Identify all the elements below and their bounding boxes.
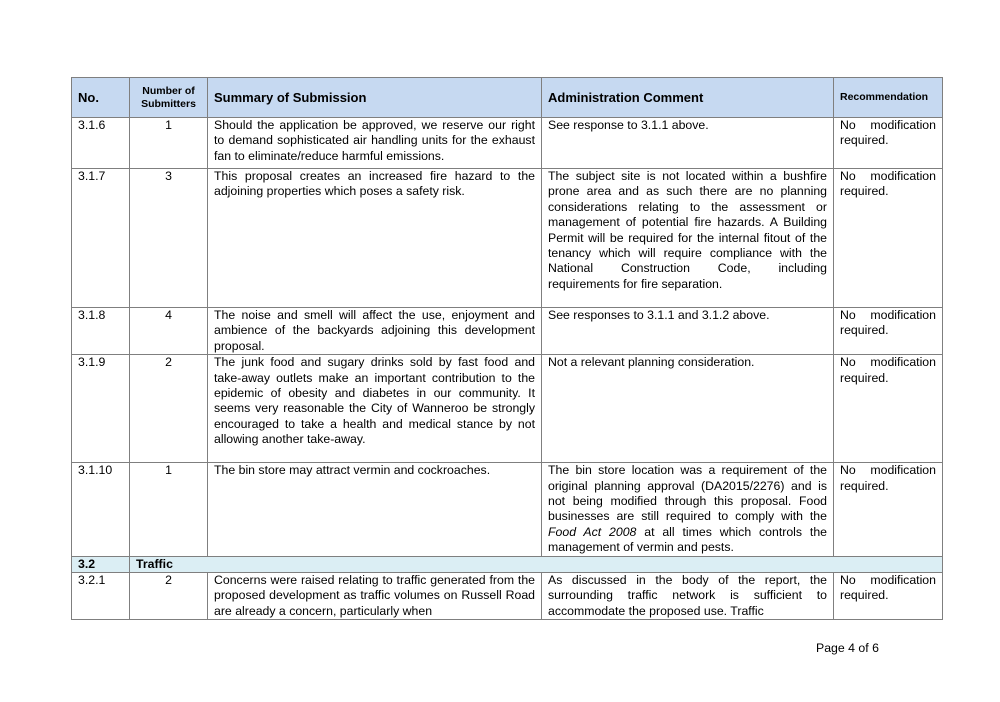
- row-summary: Should the application be approved, we reserve our right to demand sophisticated air handling units for the exhaust fan to eliminate/reduce harmful emissions.: [208, 118, 542, 169]
- row-count: 3: [130, 169, 208, 308]
- row-comment: [542, 463, 834, 556]
- row-no: 3.1.8: [72, 308, 130, 355]
- row-no: 3.1.9: [72, 355, 130, 463]
- row-summary: The junk food and sugary drinks sold by fast food and take-away outlets make an important contribution to the epidemic of obesity and diabetes in our community. It seems very reasonable the City of Wanneroo be strongly encouraged to take a health and medical stance by not allowing another take-away.: [208, 355, 542, 463]
- row-comment: As discussed in the body of the report, the surrounding traffic network is sufficient to accommodate the proposed use. Traffic: [542, 573, 834, 620]
- row-count: 2: [130, 573, 208, 620]
- comment-text: at all times which controls the management of vermin and pests.: [548, 524, 827, 555]
- row-count: 4: [130, 308, 208, 355]
- header-submitters: Number of Submitters: [130, 78, 208, 118]
- header-summary: Summary of Submission: [208, 78, 542, 118]
- table-row: [72, 355, 943, 463]
- page-number: Page 4 of 6: [816, 641, 879, 655]
- comment-text: The bin store location was a requirement of the original planning approval (DA2015/2276) and is not being modified through this proposal. Food businesses are still required to comply with the: [548, 463, 827, 524]
- row-summary: The bin store may attract vermin and cockroaches.: [208, 463, 542, 556]
- section-row: [72, 556, 943, 572]
- row-recommendation: No modification required.: [834, 355, 943, 463]
- row-no: 3.1.10: [72, 463, 130, 556]
- header-recommendation: Recommendation: [834, 78, 943, 118]
- table-row: [72, 169, 943, 308]
- header-comment: Administration Comment: [542, 78, 834, 118]
- row-comment: Not a relevant planning consideration.: [542, 355, 834, 463]
- row-recommendation: No modification required.: [834, 118, 943, 169]
- row-comment: See responses to 3.1.1 and 3.1.2 above.: [542, 308, 834, 355]
- row-recommendation: No modification required.: [834, 308, 943, 355]
- row-recommendation: No modification required.: [834, 463, 943, 556]
- row-comment: See response to 3.1.1 above.: [542, 118, 834, 169]
- row-no: 3.1.7: [72, 169, 130, 308]
- row-count: 1: [130, 118, 208, 169]
- submissions-table: [71, 77, 943, 620]
- section-no: 3.2: [72, 556, 130, 572]
- row-comment: The subject site is not located within a bushfire prone area and as such there are no planning considerations relating to the assessment or management of potential fire hazards. A Building Permit will be required for the internal fitout of the tenancy which will require compliance with the National Construction Code, including requirements for fire separation.: [542, 169, 834, 308]
- table-row: [72, 118, 943, 169]
- row-count: 2: [130, 355, 208, 463]
- row-summary: This proposal creates an increased fire hazard to the adjoining properties which poses a safety risk.: [208, 169, 542, 308]
- table-row: [72, 573, 943, 620]
- row-recommendation: No modification required.: [834, 573, 943, 620]
- table-header-row: [72, 78, 943, 118]
- row-recommendation: No modification required.: [834, 169, 943, 308]
- comment-act-name: Food Act 2008: [548, 524, 637, 539]
- table-row: [72, 308, 943, 355]
- row-count: 1: [130, 463, 208, 556]
- row-summary: The noise and smell will affect the use, enjoyment and ambience of the backyards adjoining this development proposal.: [208, 308, 542, 355]
- header-no: No.: [72, 78, 130, 118]
- row-no: 3.2.1: [72, 573, 130, 620]
- row-summary: Concerns were raised relating to traffic generated from the proposed development as traffic volumes on Russell Road are already a concern, particularly when: [208, 573, 542, 620]
- section-title: Traffic: [130, 556, 943, 572]
- table-row: [72, 463, 943, 556]
- row-no: 3.1.6: [72, 118, 130, 169]
